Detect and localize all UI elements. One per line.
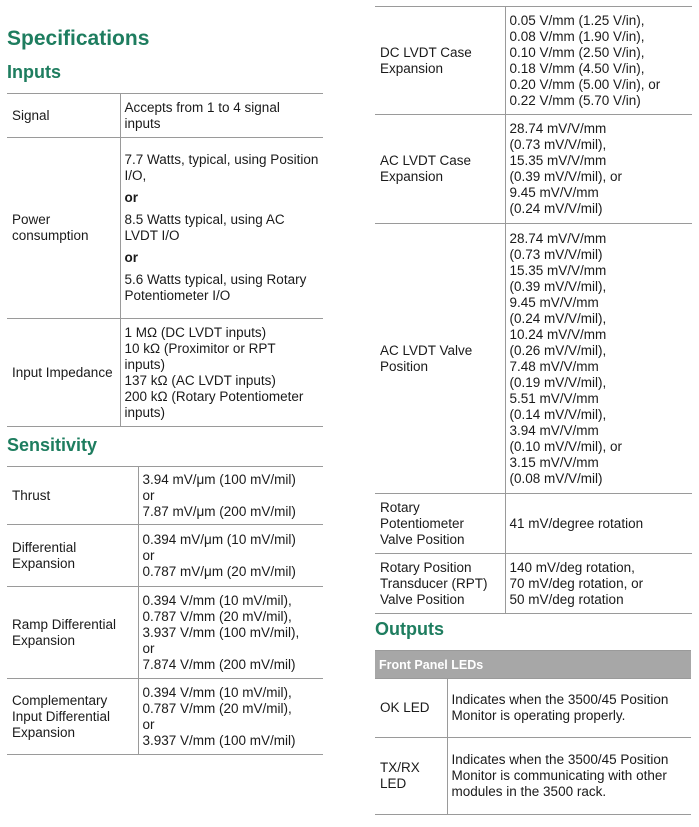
ok-led-value: Indicates when the 3500/45 Position Monitor is operating properly.: [447, 679, 691, 738]
value-line: 0.787 mV/μm (20 mV/mil): [142, 563, 296, 579]
table-row: [375, 738, 691, 815]
ramp-value: [138, 587, 323, 679]
value-line: (0.39 mV/V/mil),: [509, 278, 607, 294]
inputs-heading: Inputs: [7, 62, 61, 82]
table-row: [375, 494, 692, 554]
differential-value: [138, 525, 323, 587]
value-line: 0.05 V/mm (1.25 V/in),: [509, 12, 645, 28]
value-line: 10.24 mV/V/mm: [509, 326, 607, 342]
value-line: 140 mV/deg rotation,: [509, 559, 635, 575]
value-line: (0.08 mV/V/mil): [509, 470, 603, 486]
sensitivity-table: [7, 466, 323, 755]
value-line: 7.48 mV/V/mm: [509, 358, 599, 374]
ac-lvdt-case-label: AC LVDT Case Expansion: [375, 115, 505, 224]
rpt-label: Rotary Position Transducer (RPT) Valve Position: [375, 554, 505, 614]
value-line: (0.24 mV/V/mil): [509, 201, 603, 216]
value-line: 0.08 V/mm (1.90 V/in),: [509, 28, 645, 44]
power-typical-ac-lvdt: 8.5 Watts typical, using AC LVDT I/O: [124, 212, 285, 243]
value-line: 7.87 mV/μm (200 mV/mil): [142, 503, 296, 519]
table-row: [375, 115, 692, 224]
value-line: 15.35 mV/V/mm: [509, 153, 607, 168]
power-label: Power consumption: [7, 138, 120, 319]
value-line: (0.14 mV/V/mil),: [509, 406, 607, 422]
value-line: (0.19 mV/V/mil),: [509, 374, 607, 390]
value-line: 28.74 mV/V/mm: [509, 230, 607, 246]
value-line: 15.35 mV/V/mm: [509, 262, 607, 278]
impedance-value: [120, 319, 323, 427]
value-line: 0.394 mV/μm (10 mV/mil): [142, 531, 296, 547]
txrx-led-value: Indicates when the 3500/45 Position Monitor is communicating with other modules in the 3500 rack.: [447, 738, 691, 815]
ok-led-label: OK LED: [375, 679, 447, 738]
value-line: 28.74 mV/V/mm: [509, 121, 607, 136]
or-text: or: [142, 640, 155, 656]
outputs-table: [375, 650, 691, 815]
value-line: 9.45 mV/V/mm: [509, 294, 599, 310]
or-text: or: [142, 487, 155, 503]
outputs-heading: Outputs: [375, 619, 444, 639]
txrx-led-label: TX/RX LED: [375, 738, 447, 815]
differential-label: Differential Expansion: [7, 525, 138, 587]
value-line: (0.39 mV/V/mil), or: [509, 169, 623, 184]
impedance-line: 200 kΩ (Rotary Potentiometer inputs): [124, 388, 304, 420]
power-typical-position: 7.7 Watts, typical, using Position I/O,: [124, 152, 319, 183]
power-typical-rotary: 5.6 Watts typical, using Rotary Potentiometer I/O: [124, 272, 307, 303]
dc-lvdt-label: DC LVDT Case Expansion: [375, 7, 505, 115]
value-line: 9.45 mV/V/mm: [509, 185, 599, 200]
value-line: 70 mV/deg rotation, or: [509, 575, 644, 591]
value-line: (0.24 mV/V/mil),: [509, 310, 607, 326]
ac-lvdt-valve-value: [505, 224, 692, 494]
inputs-table: [7, 93, 323, 427]
value-line: 0.20 V/mm (5.00 V/in), or: [509, 76, 661, 92]
value-line: 0.394 V/mm (10 mV/mil),: [142, 592, 292, 608]
table-row: [375, 679, 691, 738]
ramp-label: Ramp Differential Expansion: [7, 587, 138, 679]
impedance-label: Input Impedance: [7, 319, 120, 427]
value-line: 0.787 V/mm (20 mV/mil),: [142, 608, 292, 624]
table-row: [375, 554, 692, 614]
rotary-pot-value: 41 mV/degree rotation: [505, 494, 692, 554]
value-line: 3.15 mV/V/mm: [509, 454, 599, 470]
value-line: 3.937 V/mm (100 mV/mil): [142, 732, 296, 748]
sensitivity-heading: Sensitivity: [7, 435, 98, 455]
table-row: [7, 138, 323, 319]
value-line: (0.10 mV/V/mil), or: [509, 438, 623, 454]
value-line: 0.18 V/mm (4.50 V/in),: [509, 60, 645, 76]
complementary-label: Complementary Input Differential Expansion: [7, 679, 138, 755]
power-value: [120, 138, 323, 319]
value-line: 50 mV/deg rotation: [509, 591, 624, 607]
or-text: or: [124, 190, 138, 205]
rpt-value: [505, 554, 692, 614]
page-title: Specifications: [7, 27, 150, 50]
rotary-pot-label: Rotary Potentiometer Valve Position: [375, 494, 505, 554]
or-text: or: [142, 547, 155, 563]
impedance-line: 137 kΩ (AC LVDT inputs): [124, 372, 276, 388]
ac-lvdt-case-value: [505, 115, 692, 224]
value-line: 0.22 V/mm (5.70 V/in): [509, 92, 641, 108]
table-row: [375, 7, 692, 115]
thrust-label: Thrust: [7, 467, 138, 525]
signal-label: Signal: [7, 94, 120, 138]
impedance-line: 10 kΩ (Proximitor or RPT inputs): [124, 340, 276, 372]
value-line: 0.787 V/mm (20 mV/mil),: [142, 700, 292, 716]
front-panel-leds-header: Front Panel LEDs: [375, 651, 691, 679]
signal-value: Accepts from 1 to 4 signal inputs: [120, 94, 323, 138]
table-row: [7, 94, 323, 138]
ac-lvdt-valve-label: AC LVDT Valve Position: [375, 224, 505, 494]
value-line: (0.73 mV/V/mil),: [509, 137, 607, 152]
table-row: [7, 525, 323, 587]
table-row: [7, 319, 323, 427]
value-line: 3.94 mV/μm (100 mV/mil): [142, 471, 296, 487]
thrust-value: [138, 467, 323, 525]
dc-lvdt-value: [505, 7, 692, 115]
or-text: or: [124, 250, 138, 265]
value-line: (0.73 mV/V/mil): [509, 246, 603, 262]
table-row: [7, 467, 323, 525]
value-line: 5.51 mV/V/mm: [509, 390, 599, 406]
table-row: [7, 587, 323, 679]
value-line: 0.10 V/mm (2.50 V/in),: [509, 44, 645, 60]
table-row: [7, 679, 323, 755]
impedance-line: 1 MΩ (DC LVDT inputs): [124, 324, 267, 340]
sensitivity-table-continued: [375, 6, 692, 614]
value-line: (0.26 mV/V/mil),: [509, 342, 607, 358]
or-text: or: [142, 716, 155, 732]
value-line: 3.937 V/mm (100 mV/mil),: [142, 624, 300, 640]
value-line: 0.394 V/mm (10 mV/mil),: [142, 684, 292, 700]
table-header-row: [375, 651, 691, 679]
complementary-value: [138, 679, 323, 755]
value-line: 3.94 mV/V/mm: [509, 422, 599, 438]
value-line: 7.874 V/mm (200 mV/mil): [142, 656, 296, 672]
table-row: [375, 224, 692, 494]
